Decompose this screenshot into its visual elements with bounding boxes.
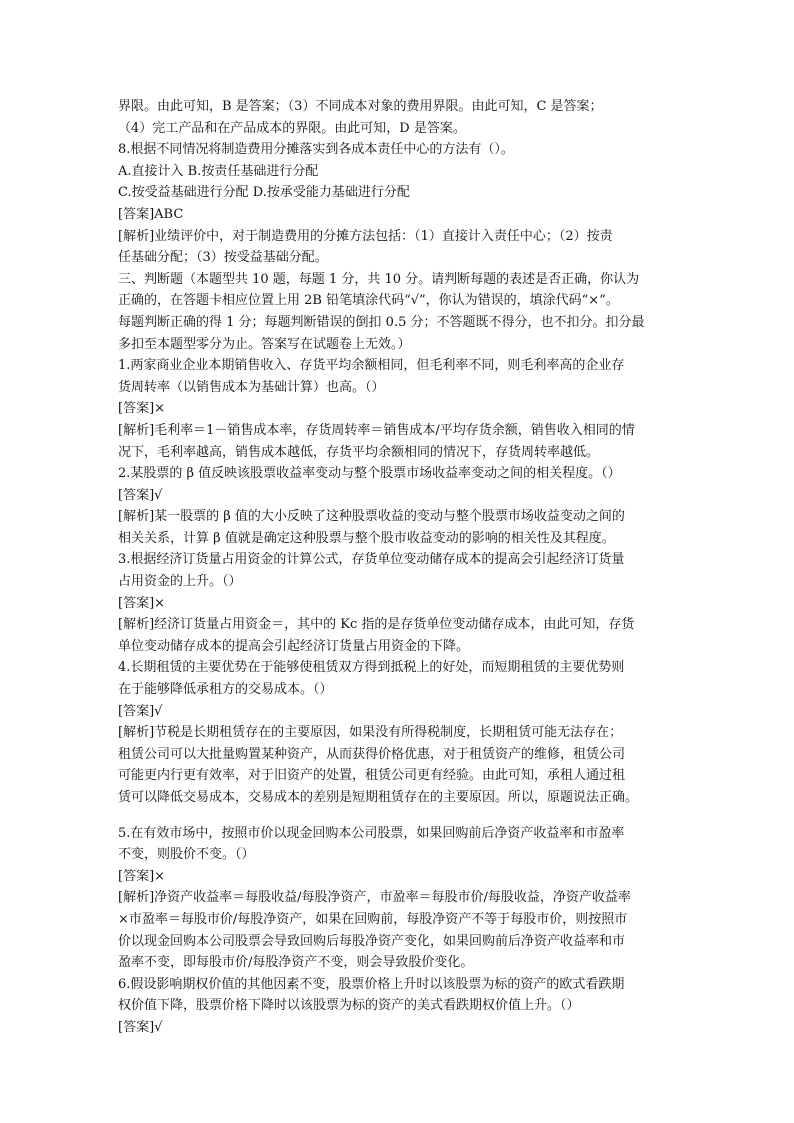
text-line: （4）完工产品和在产品成本的界限。由此可知，D 是答案。 (118, 120, 466, 136)
question-3-analysis: 单位变动储存成本的提高会引起经济订货量占用资金的下降。 (118, 638, 470, 654)
question-2-answer: [答案]√ (118, 487, 163, 503)
question-5: 不变，则股价不变。（） (118, 847, 255, 863)
question-3: 3.根据经济订货量占用资金的计算公式，存货单位变动储存成本的提高会引起经济订货量 (118, 552, 625, 568)
question-5-analysis: ×市盈率＝每股市价/每股净资产，如果在回购前，每股净资产不等于每股市价，则按照市 (118, 911, 628, 927)
question-1-answer: [答案]× (118, 401, 166, 417)
question-8-options-ab: A.直接计入 B.按责任基础进行分配 (118, 163, 319, 179)
question-5-analysis: [解析]净资产收益率＝每股收益/每股净资产，市盈率＝每股市价/每股收益，净资产收益率 (118, 890, 631, 906)
question-5-analysis: 价以现金回购本公司股票会导致回购后每股净资产变化，如果回购前后净资产收益率和市 (118, 933, 626, 949)
question-3-answer: [答案]× (118, 595, 166, 611)
question-1: 1.两家商业企业本期销售收入、存货平均余额相同，但毛利率不同，则毛利率高的企业存 (118, 358, 625, 374)
question-6: 权价值下降，股票价格下降时以该股票为标的资产的美式看跌期权价值上升。（） (118, 998, 580, 1014)
section-instructions: 每题判断正确的得 1 分；每题判断错误的倒扣 0.5 分；不答题既不得分，也不扣分。扣分最 (118, 314, 645, 330)
question-6-answer: [答案]√ (118, 1019, 163, 1035)
question-3-analysis: [解析]经济订货量占用资金＝，其中的 Kc 指的是存货单位变动储存成本，由此可知，存货 (118, 617, 635, 633)
question-5-analysis: 盈率不变，即每股市价/每股净资产不变，则会导致股价变化。 (118, 955, 474, 971)
question-8-analysis: 任基础分配；（3）按受益基础分配。 (118, 250, 328, 266)
blank-line (118, 809, 698, 823)
question-6: 6.假设影响期权价值的其他因素不变，股票价格上升时以该股票为标的资产的欧式看跌期 (118, 976, 625, 992)
question-2-analysis: [解析]某一股票的 β 值的大小反映了这种股票收益的变动与整个股票市场收益变动之间的 (118, 509, 625, 525)
question-5: 5.在有效市场中，按照市价以现金回购本公司股票，如果回购前后净资产收益率和市盈率 (118, 825, 625, 841)
question-1-analysis: [解析]毛利率＝1－销售成本率，存货周转率＝销售成本/平均存货余额，销售收入相同的情 (118, 422, 635, 438)
question-5-answer: [答案]× (118, 868, 166, 884)
question-3: 占用资金的上升。（） (118, 574, 242, 590)
question-4-analysis: 赁可以降低交易成本，交易成本的差别是短期租赁存在的主要原因。所以，原题说法正确。 (118, 790, 639, 805)
question-4: 4.长期租赁的主要优势在于能够使租赁双方得到抵税上的好处，而短期租赁的主要优势则 (118, 660, 625, 676)
section-instructions: 多扣至本题型零分为止。答案写在试题卷上无效。） (118, 336, 411, 352)
section-heading: 三、判断题（本题型共 10 题，每题 1 分，共 10 分。请判断每题的表述是否正确，你认为 (118, 271, 640, 287)
question-1: 货周转率（以销售成本为基础计算）也高。（） (118, 379, 385, 395)
question-4-analysis: [解析]节税是长期租赁存在的主要原因，如果没有所得税制度，长期租赁可能无法存在； (118, 725, 623, 741)
question-4-answer: [答案]√ (118, 703, 163, 719)
question-4: 在于能够降低承租方的交易成本。（） (118, 682, 333, 698)
question-8-answer: [答案]ABC (118, 206, 184, 222)
document-page (118, 96, 698, 1039)
question-8-options-cd: C.按受益基础进行分配 D.按承受能力基础进行分配 (118, 185, 410, 201)
question-2-analysis: 相关关系，计算 β 值就是确定这种股票与整个股市收益变动的影响的相关性及其程度。 (118, 530, 615, 546)
question-8-analysis: [解析]业绩评价中，对于制造费用的分摊方法包括：（1）直接计入责任中心；（2）按责 (118, 228, 613, 244)
question-4-analysis: 可能更内行更有效率，对于旧资产的处置，租赁公司更有经验。由此可知，承租人通过租 (118, 768, 626, 784)
question-8: 8.根据不同情况将制造费用分摊落实到各成本责任中心的方法有（）。 (118, 142, 514, 158)
question-4-analysis: 租赁公司可以大批量购置某种资产，从而获得价格优惠，对于租赁资产的维修，租赁公司 (118, 746, 626, 762)
question-2: 2.某股票的 β 值反映该股票收益率变动与整个股票市场收益率变动之间的相关程度。（） (118, 466, 621, 482)
section-instructions: 正确的，在答题卡相应位置上用 2B 铅笔填涂代码“√”，你认为错误的，填涂代码“×”。 (118, 293, 619, 309)
question-1-analysis: 况下，毛利率越高，销售成本越低，存货平均余额相同的情况下，存货周转率越低。 (118, 444, 600, 460)
text-line: 界限。由此可知，B 是答案；（3）不同成本对象的费用界限。由此可知，C 是答案； (118, 99, 603, 114)
